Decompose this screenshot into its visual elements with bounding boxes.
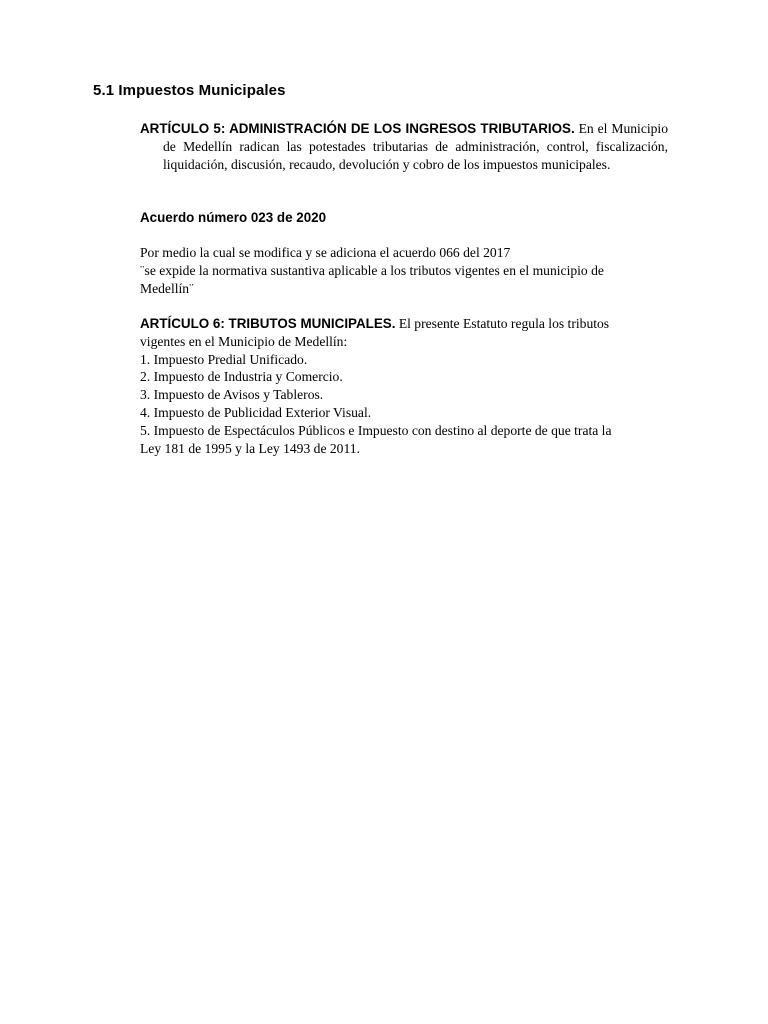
list-item: 2. Impuesto de Industria y Comercio. [140,369,343,385]
article-5-heading: ARTÍCULO 5: ADMINISTRACIÓN DE LOS INGRESOS TRIBUTARIOS. [140,121,575,136]
por-medio-paragraph [140,244,640,297]
list-item: 3. Impuesto de Avisos y Tableros. [140,387,324,403]
acuerdo-title: Acuerdo número 023 de 2020 [140,210,327,225]
article-6-heading: ARTÍCULO 6: TRIBUTOS MUNICIPALES. [140,316,396,331]
article-5-body: En el Municipio de Medellín radican las potestades tributarias de administración, control, fiscalización, liquidación, discusión, recaudo, devolución y cobro de los impuestos municipales. [163,121,669,172]
por-medio-line-1: Por medio la cual se modifica y se adiciona el acuerdo 066 del 2017 [140,245,511,260]
por-medio-line-3: Medellín¨ [140,280,194,296]
article-5 [140,120,668,173]
por-medio-line-2: ¨se expide la normativa sustantiva aplicable a los tributos vigentes en el municipio de [140,262,604,278]
article-6-intro-b: vigentes en el Municipio de Medellín: [140,333,348,349]
section-title: 5.1 Impuestos Municipales [93,82,286,99]
list-item-continuation: Ley 181 de 1995 y la Ley 1493 de 2011. [140,440,360,456]
article-6-intro-line-1 [140,315,640,333]
article-6-intro-a: El presente Estatuto regula los tributos [395,316,610,331]
list-item: 1. Impuesto Predial Unificado. [140,351,308,367]
list-item: 4. Impuesto de Publicidad Exterior Visual. [140,404,372,420]
article-6 [140,315,640,457]
list-item: 5. Impuesto de Espectáculos Públicos e Impuesto con destino al deporte de que trata la [140,422,612,438]
